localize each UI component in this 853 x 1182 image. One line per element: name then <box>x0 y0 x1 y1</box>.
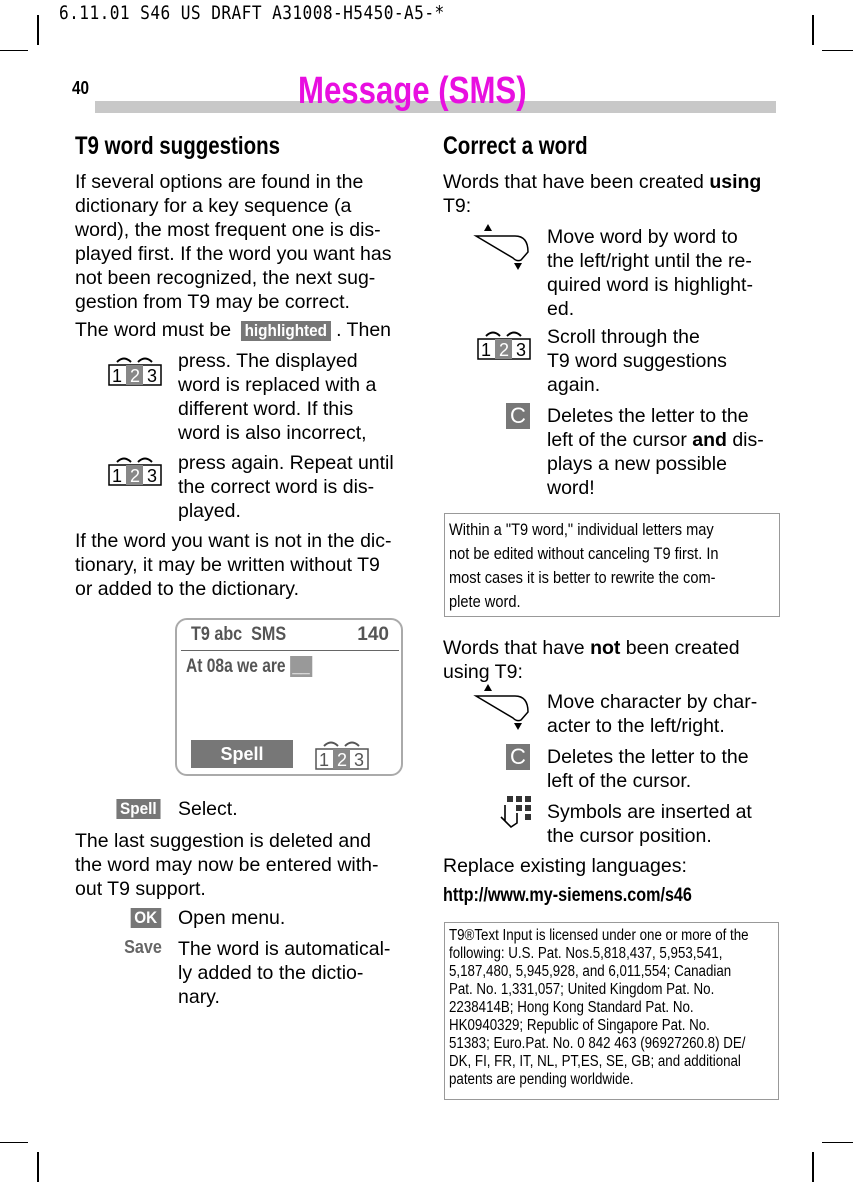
svg-text:3: 3 <box>146 366 158 386</box>
t9-key-icon <box>476 328 532 360</box>
t9-key-icon <box>107 354 163 386</box>
crop-mark <box>37 1152 39 1182</box>
display-status-left: T9 abc SMS <box>191 624 287 645</box>
svg-text:1: 1 <box>318 750 330 770</box>
svg-text:3: 3 <box>515 340 527 360</box>
crop-mark <box>37 15 39 45</box>
svg-text:2: 2 <box>129 366 141 386</box>
step-text: Select. <box>178 798 238 820</box>
clear-key-icon: C <box>506 744 530 770</box>
paragraph: If several options are found in the dictionary for a key sequence (a word), the most frequent one is dis- played first. If the word you want has not been recognized, the next sug- gestion from T9 may be correct. <box>75 171 392 313</box>
paragraph: The last suggestion is deleted and the word may now be entered with- out T9 support. <box>75 830 379 900</box>
navigation-key-icon <box>473 222 533 272</box>
highlighted-key: highlighted <box>241 321 331 341</box>
support-url[interactable]: http://www.my-siemens.com/s46 <box>443 885 692 906</box>
crop-mark <box>822 50 853 51</box>
save-key: Save <box>124 937 162 957</box>
crop-mark <box>0 50 28 51</box>
step-text: The word is automatical- ly added to the dictio- nary. <box>178 938 391 1008</box>
paragraph: Words that have been created using T9: <box>443 171 762 217</box>
svg-text:2: 2 <box>336 750 348 770</box>
t9-key-icon <box>314 738 370 770</box>
step-text: Deletes the letter to the left of the cursor. <box>547 746 749 792</box>
clear-key-icon: C <box>506 403 530 429</box>
info-note: Within a "T9 word," individual letters may not be edited without canceling T9 first. In most cases it is better to rewrite the com- plete word. <box>444 513 780 617</box>
display-text: At 08a we are __ <box>186 656 312 678</box>
display-softkey-spell[interactable]: Spell <box>191 740 293 768</box>
crop-mark <box>812 15 814 45</box>
display-char-count: 140 <box>357 624 389 645</box>
paragraph: If the word you want is not in the dic- tionary, it may be written without T9 or added to the dictionary. <box>75 530 392 600</box>
paragraph: The word must be highlighted . Then <box>75 319 392 341</box>
ok-key: OK <box>131 908 161 928</box>
step-text: press. The displayed word is replaced with a different word. If this word is also incorrect, <box>178 350 377 444</box>
section-heading: Correct a word <box>443 132 588 160</box>
display-divider <box>181 650 399 651</box>
paragraph: Replace existing languages: <box>443 855 687 877</box>
step-text: Open menu. <box>178 907 286 929</box>
svg-text:1: 1 <box>111 366 123 386</box>
svg-text:3: 3 <box>146 466 158 486</box>
t9-key-icon <box>107 454 163 486</box>
spell-key: Spell <box>116 799 160 819</box>
symbol-key-icon <box>499 795 535 831</box>
crop-mark <box>812 1152 814 1182</box>
svg-text:1: 1 <box>111 466 123 486</box>
license-note: T9®Text Input is licensed under one or more of the following: U.S. Pat. Nos.5,818,437, 5,953,541, 5,187,480, 5,945,928, and 6,011,554; Canadian Pat. No. 1,331,057; United Kingdom Pat. No. 2238414B; Hong Kong Standard Pat. No. HK0940329; Republic of Singapore Pat. No. 51383; Euro.Pat. No. 0 842 463 (96927260.8) DE/ DK, FI, FR, IT, NL, PT,ES, SE, GB; and additional patents are pending worldwide. <box>444 922 779 1100</box>
crop-mark <box>822 1142 853 1143</box>
step-text: Symbols are inserted at the cursor position. <box>547 801 752 847</box>
step-text: Deletes the letter to the left of the cursor and dis- plays a new possible word! <box>547 405 764 499</box>
svg-text:1: 1 <box>480 340 492 360</box>
step-text: Move word by word to the left/right until the re- quired word is highlight- ed. <box>547 226 753 320</box>
svg-text:2: 2 <box>129 466 141 486</box>
page-title: Message (SMS) <box>298 70 527 112</box>
page-number: 40 <box>72 78 90 98</box>
section-heading: T9 word suggestions <box>75 132 281 160</box>
svg-text:2: 2 <box>498 340 510 360</box>
step-text: Scroll through the T9 word suggestions again. <box>547 326 727 396</box>
navigation-key-icon <box>473 682 533 732</box>
print-info: 6.11.01 S46 US DRAFT A31008-H5450-A5-* <box>59 2 445 24</box>
display-cursor: __ <box>290 656 312 677</box>
crop-mark <box>0 1142 28 1143</box>
paragraph: Words that have not been created using T9: <box>443 637 740 683</box>
step-text: Move character by char- acter to the left/right. <box>547 691 758 737</box>
svg-text:3: 3 <box>353 750 365 770</box>
step-text: press again. Repeat until the correct word is dis- played. <box>178 452 394 522</box>
phone-display <box>175 618 403 776</box>
